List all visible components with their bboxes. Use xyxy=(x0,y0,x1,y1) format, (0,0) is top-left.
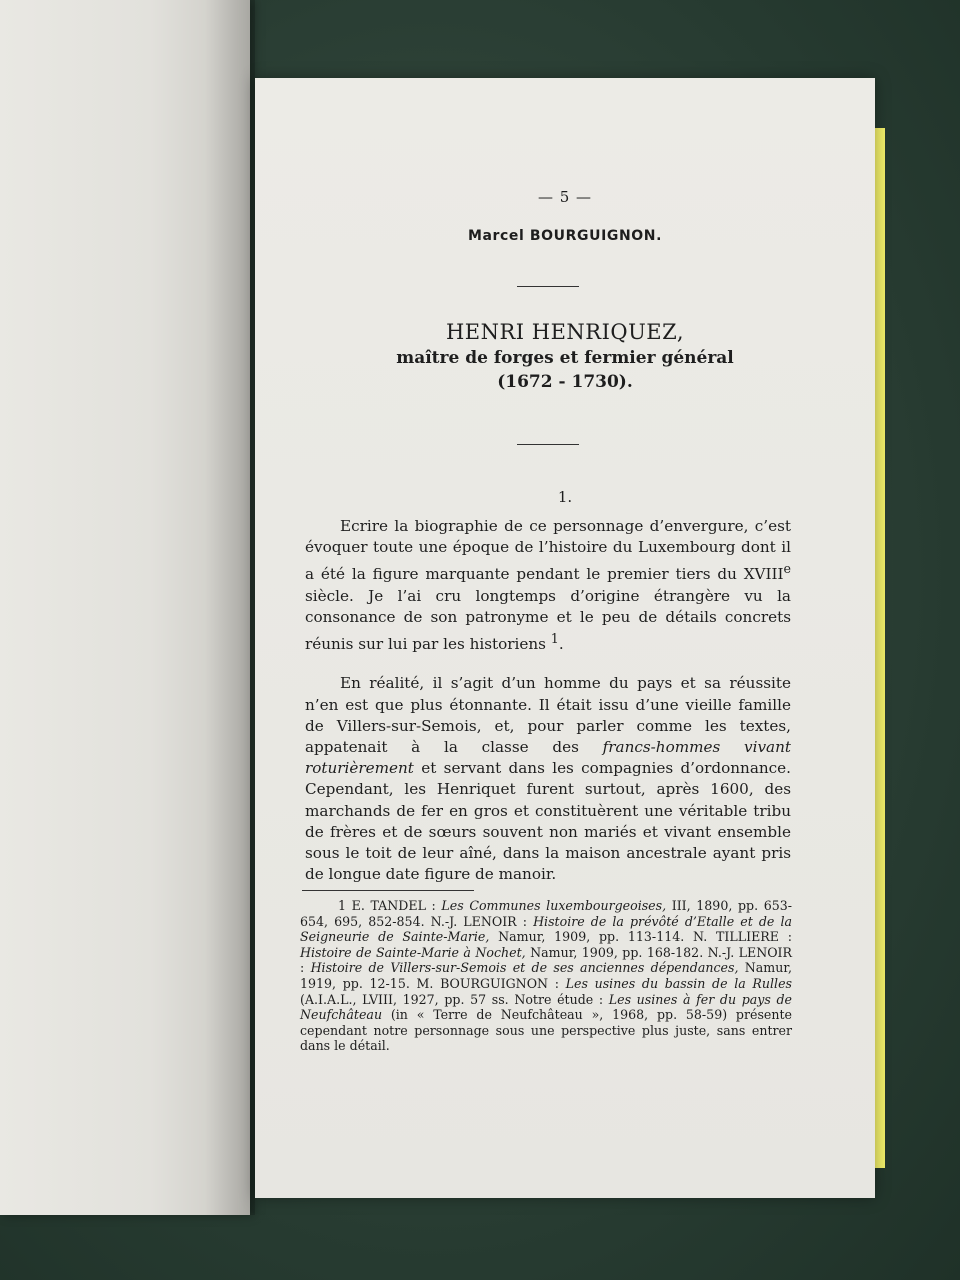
footnote-italic: Les Communes luxembourgeoises, xyxy=(441,898,667,913)
article-dates: (1672 - 1730). xyxy=(497,372,633,392)
divider-rule xyxy=(517,444,579,445)
footnote xyxy=(300,898,792,1054)
paragraph-1 xyxy=(305,516,791,655)
text-run: En réalité, il s’agit d’un homme du pays et sa réussite n’en est que plus étonnante. Il était issu d’une vieille famille de Villers-sur-Semois, et, pour parler comme les textes, appatenait à la classe des xyxy=(305,674,791,756)
section-number: 1. xyxy=(557,488,573,506)
footnote-ref: 1 xyxy=(550,631,559,647)
italic-text: francs-hommes vivant roturièrement xyxy=(305,737,792,778)
footnote-text: 1 E. TANDEL : xyxy=(338,898,442,913)
right-page xyxy=(255,78,875,1198)
footnote-text: Namur, 1909, pp. 113-114. N. TILLIERE : xyxy=(489,929,792,945)
footnote-italic: Les usines du bassin de la Rulles xyxy=(565,975,792,991)
footnote-text: Namur, 1919, pp. 12-15. M. BOURGUIGNON : xyxy=(300,960,792,991)
text-run: Ecrire la biographie de ce personnage d’envergure, c’est évoquer toute une époque de l’histoire du Luxembourg dont il a été la figure marquante pendant le premier tiers du XVIII xyxy=(305,517,791,584)
paragraph-2 xyxy=(305,673,791,885)
text-run: siècle. Je l’ai cru longtemps d’origine étrangère vu la consonance de son patronyme et le peu de détails concrets réunis sur lui par les historiens xyxy=(305,586,791,654)
body-text xyxy=(305,516,791,903)
text-run: et servant dans les compagnies d’ordonnance. Cependant, les Henriquet furent surtout, après 1600, des marchands de fer en gros et constituèrent une véritable tribu de frères et de sœurs souvent non mariés et vivant ensemble sous le toit de leur aîné, dans la maison ancestrale ayant pris de longue date figure de manoir. xyxy=(305,759,791,884)
footnote-italic: Histoire de Villers-sur-Semois et de ses anciennes dépendances, xyxy=(310,960,739,976)
footnote-text: Namur, 1909, pp. 168-182. N.-J. LENOIR : xyxy=(300,944,792,976)
superscript: e xyxy=(783,561,791,577)
book-gutter xyxy=(205,0,255,1215)
article-subtitle: maître de forges et fermier général xyxy=(396,348,734,368)
text-run: . xyxy=(558,635,564,654)
author-name: Marcel BOURGUIGNON. xyxy=(467,228,663,244)
footnote-text: (A.I.A.L., LVIII, 1927, pp. 57 ss. Notre étude : xyxy=(300,991,609,1007)
footnote-rule xyxy=(302,890,474,891)
page-content xyxy=(255,78,875,1198)
title-block xyxy=(255,318,875,394)
footnote-italic: Les usines à fer du pays de Neufchâteau xyxy=(300,991,792,1023)
footnote-italic: Histoire de Sainte-Marie à Nochet, xyxy=(300,944,526,960)
footnote-italic: Histoire de la prévôté d’Etalle et de la Seigneurie de Sainte-Marie, xyxy=(300,913,792,945)
footnote-text: III, 1890, pp. 653-654, 695, 852-854. N.-J. LENOIR : xyxy=(300,898,792,929)
divider-rule xyxy=(517,286,579,287)
article-title: HENRI HENRIQUEZ, xyxy=(445,320,685,344)
footnote-text: (in « Terre de Neufchâteau », 1968, pp. 58-59) présente cependant notre personnage sous une perspective plus juste, sans entrer dans le détail. xyxy=(300,1007,792,1054)
page-number: — 5 — xyxy=(537,188,593,206)
